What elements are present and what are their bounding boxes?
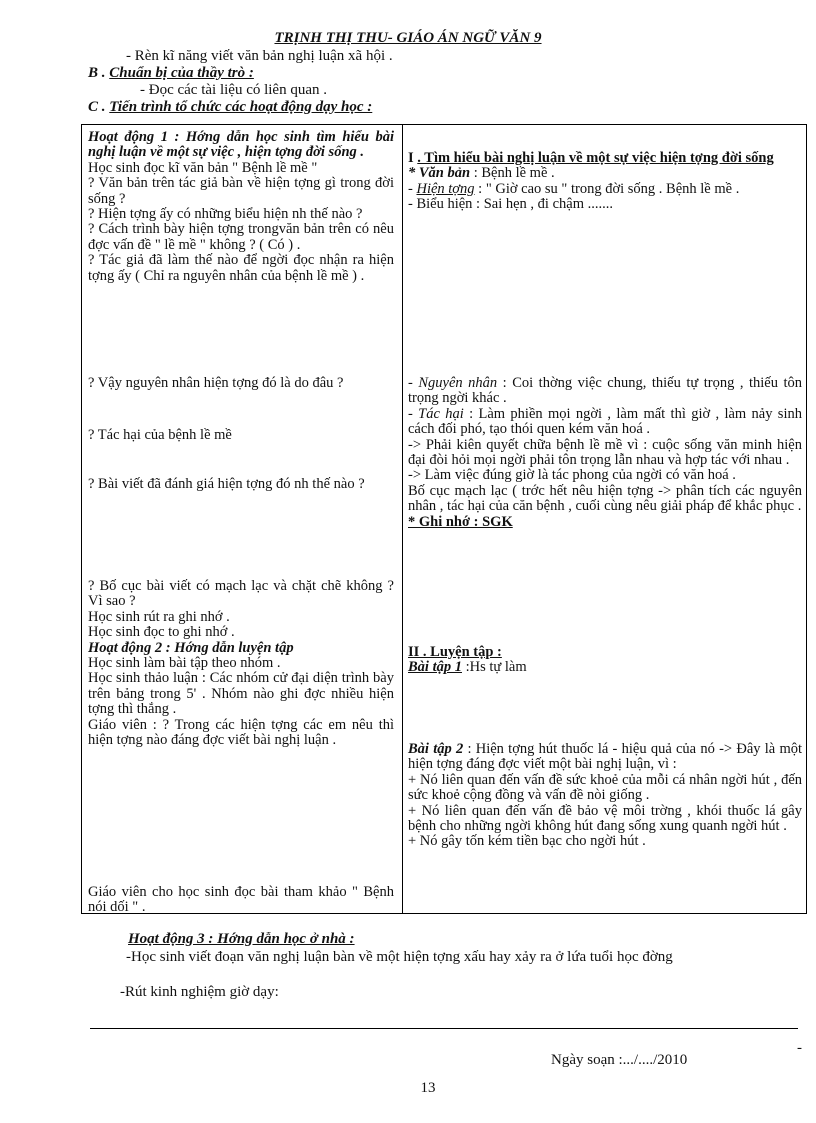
prepared-date: Ngày soạn :.../..../2010 bbox=[551, 1052, 688, 1068]
section-b-label: B . bbox=[88, 65, 106, 81]
question: ? Tác hại của bệnh lề mề bbox=[88, 427, 232, 443]
text-line: + Nó gây tốn kém tiền bạc cho ngời hút . bbox=[408, 833, 646, 850]
left-line: Học sinh đọc kĩ văn bản " Bệnh lề mề " bbox=[88, 159, 318, 176]
page-number: 13 bbox=[420, 1080, 436, 1096]
skill-line: - Rèn kĩ năng viết văn bản nghị luận xã hội . bbox=[126, 48, 393, 64]
question: ? Vậy nguyên nhân hiện tợng đó là do đâu ? bbox=[88, 375, 344, 391]
label: Nguyên nhân bbox=[418, 375, 498, 391]
value: : " Giờ cao su " trong đời sống . Bệnh lề mề . bbox=[478, 180, 740, 197]
note-line: * Ghi nhớ : SGK bbox=[408, 513, 513, 530]
exercise-2 bbox=[408, 742, 802, 773]
activity-2-title: Hoạt động 2 : Hớng dẫn luyện tập bbox=[88, 639, 294, 656]
section-c-title: Tiến trình tổ chức các hoạt động dạy học : bbox=[109, 99, 373, 115]
lesson-table bbox=[81, 124, 807, 914]
value: : Hiện tợng hút thuốc lá - hiệu quả của nó -> Đây là một hiện tợng đáng đợc viết một bài nghị luận, vì : bbox=[408, 741, 803, 773]
text-line: -> Làm việc đúng giờ là tác phong của ngời có văn hoá . bbox=[408, 467, 736, 484]
experience-line: -Rút kinh nghiệm giờ dạy: bbox=[120, 984, 279, 1000]
homework-line: -Học sinh viết đoạn văn nghị luận bàn về một hiện tợng xấu hay xảy ra ở lứa tuổi học đờng bbox=[126, 949, 673, 965]
question: ? Cách trình bày hiện tợng trongvăn bản trên có nêu đợc vấn đề " lề mề " không ? ( Có ) . bbox=[88, 221, 394, 253]
value: :Hs tự làm bbox=[465, 659, 527, 676]
exercise-1 bbox=[408, 660, 802, 675]
label: * Văn bản bbox=[408, 165, 471, 182]
value: : Coi thờng việc chung, thiếu tự trọng , thiếu tôn trọng ngời khác . bbox=[408, 375, 803, 407]
section-c-label: C . bbox=[88, 99, 106, 115]
dash-mark: - bbox=[797, 1040, 802, 1056]
section-2-title: II . Luyện tập : bbox=[408, 644, 502, 660]
evaluation-block bbox=[408, 376, 802, 530]
label: Tác hại bbox=[418, 405, 464, 422]
text-line: Bố cục mạch lạc ( trớc hết nêu hiện tợng -> phân tích các nguyên nhân , tác hại của căn bệnh , cuối cùng nêu giải pháp để khắc phục . bbox=[408, 482, 802, 515]
value: : Bệnh lề mề . bbox=[473, 165, 555, 182]
horizontal-rule bbox=[90, 1028, 798, 1029]
question: ? Tác giả đã làm thế nào để ngời đọc nhận ra hiện tợng ấy ( Chỉ ra nguyên nhân của bệnh lề mề ) . bbox=[88, 252, 394, 284]
question: ? Bài viết đã đánh giá hiện tợng đó nh thế nào ? bbox=[88, 476, 365, 492]
label: Hiện tợng bbox=[416, 180, 475, 197]
section-b bbox=[88, 65, 254, 81]
question: ? Bố cục bài viết có mạch lạc và chặt chẽ không ? Vì sao ? bbox=[88, 578, 394, 610]
text-line: - Biểu hiện : Sai hẹn , đi chậm ....... bbox=[408, 196, 613, 213]
text-line: - Hiện tợng : " Giờ cao su " trong đời sống . Bệnh lề mề . bbox=[408, 180, 740, 197]
text-line bbox=[408, 166, 802, 181]
page-header: TRỊNH THỊ THU- GIÁO ÁN NGỮ VĂN 9 bbox=[274, 30, 542, 46]
practice-block bbox=[408, 645, 802, 676]
text-line: - Tác hại : Làm phiền mọi ngời , làm mất thì giờ , làm nảy sinh cách đối phó, tạo thói quen kém văn hoá . bbox=[408, 405, 802, 438]
section-c bbox=[88, 99, 372, 115]
left-line: Học sinh rút ra ghi nhớ . bbox=[88, 608, 230, 625]
text-line: + Nó liên quan đến vấn đề bảo vệ môi trờng , khói thuốc lá gây bệnh cho những ngời không hút đang sống xung quanh ngời hút . bbox=[408, 802, 802, 835]
section-1-title: . Tìm hiểu bài nghị luận về một sự việc hiện tợng đời sống bbox=[417, 150, 774, 166]
text-line: + Nó liên quan đến vấn đề sức khoẻ của mỗi cá nhân ngời hút , đến sức khoẻ cộng đồng và vấn đề nòi giống . bbox=[408, 771, 802, 804]
left-line: Giáo viên : ? Trong các hiện tợng các em nêu thì hiện tợng nào đáng đợc viết bài nghị luận . bbox=[88, 716, 394, 749]
label: Bài tập 1 bbox=[408, 659, 462, 676]
question: ? Văn bản trên tác giả bàn về hiện tợng gì trong đời sống ? bbox=[88, 175, 394, 207]
question: ? Hiện tợng ấy có những biểu hiện nh thế nào ? bbox=[88, 206, 363, 223]
left-line: Học sinh đọc to ghi nhớ . bbox=[88, 624, 235, 641]
activity-3-title: Hoạt động 3 : Hớng dẫn học ở nhà : bbox=[128, 931, 355, 947]
text-line: - Nguyên nhân : Coi thờng việc chung, thiếu tự trọng , thiếu tôn trọng ngời khác . bbox=[408, 375, 803, 407]
table-divider bbox=[402, 125, 403, 913]
label: Bài tập 2 bbox=[408, 741, 464, 757]
activity-1-title: Hoạt động 1 : Hớng dẫn học sinh tìm hiểu bài nghị luận về một sự việc , hiện tợng đời sống . bbox=[88, 129, 394, 161]
left-line: Giáo viên cho học sinh đọc bài tham khảo " Bệnh nói dối " . bbox=[88, 884, 394, 916]
section-b-item: - Đọc các tài liệu có liên quan . bbox=[140, 82, 328, 98]
left-line: Học sinh thảo luận : Các nhóm cử đại diện trình bày trên bảng trong 5' . Nhóm nào ghi đợc nhiều hiện tợng thì thắng . bbox=[88, 670, 394, 718]
analysis-block bbox=[408, 151, 802, 213]
section-1-heading bbox=[408, 151, 802, 166]
left-line: Học sinh làm bài tập theo nhóm . bbox=[88, 655, 281, 672]
value: : Làm phiền mọi ngời , làm mất thì giờ , làm nảy sinh cách đối phó, tạo thói quen kém văn hoá . bbox=[408, 405, 802, 438]
activity-1-block bbox=[88, 130, 394, 284]
exercise-2-block bbox=[408, 742, 802, 850]
section-b-title: Chuẩn bị của thầy trò : bbox=[109, 65, 254, 81]
activity-2-block bbox=[88, 579, 394, 748]
section-1-number: I bbox=[408, 150, 414, 166]
text-line: -> Phải kiên quyết chữa bệnh lề mề vì : cuộc sống văn minh hiện đại đòi hỏi mọi ngời phải tôn trọng lẫn nhau và hợp tác với nhau . bbox=[408, 436, 802, 469]
